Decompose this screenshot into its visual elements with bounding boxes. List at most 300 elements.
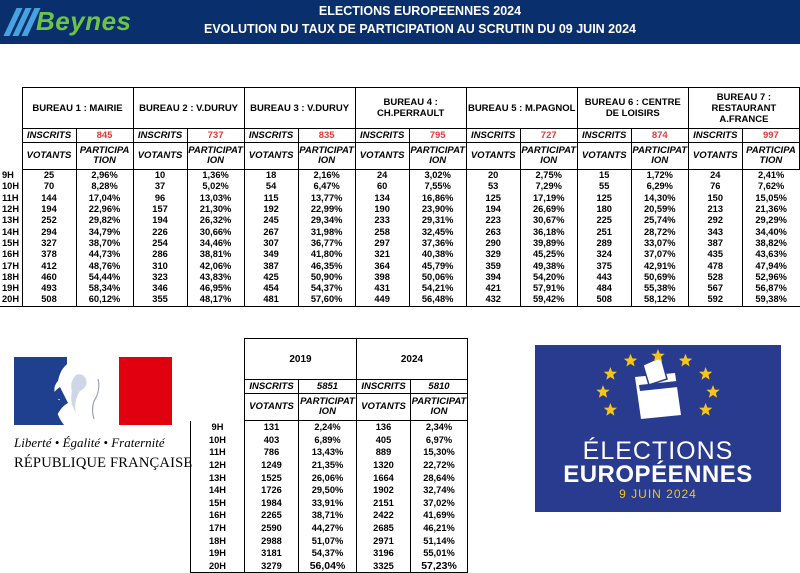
table-row <box>0 193 800 204</box>
votants-cell: 2151 <box>357 497 411 510</box>
votants-cell: 481 <box>244 294 298 306</box>
participation-cell: 2,34% <box>411 421 468 434</box>
participation-cell: 54,44% <box>76 272 133 283</box>
votants-cell: 194 <box>133 215 187 226</box>
votants-header: VOTANTS <box>357 394 411 421</box>
republique-francaise-logo <box>10 357 193 477</box>
participation-cell: 47,94% <box>742 260 799 271</box>
votants-cell: 18 <box>244 170 298 182</box>
votants-cell: 258 <box>355 226 409 237</box>
corner-cell <box>191 339 245 380</box>
inscrits-value: 5851 <box>299 380 357 394</box>
year-label: 2019 <box>245 339 357 380</box>
hour-label: 17H <box>2 260 20 271</box>
votants-cell: 403 <box>245 434 299 447</box>
participation-cell: 41,80% <box>298 249 355 260</box>
corner-cell <box>0 129 22 143</box>
votants-cell: 15 <box>577 170 631 182</box>
participation-cell: 38,70% <box>76 238 133 249</box>
participation-cell: 50,90% <box>298 272 355 283</box>
votants-cell: 460 <box>22 272 76 283</box>
republique-motto: Liberté • Égalité • Fraternité <box>14 435 165 450</box>
table-row <box>191 522 468 535</box>
hour-label: 16H <box>2 249 20 260</box>
participation-cell: 14,30% <box>631 193 688 204</box>
participation-cell: 57,23% <box>411 560 468 573</box>
marianne-flag-icon <box>14 357 172 425</box>
votants-cell: 144 <box>22 193 76 204</box>
hour-label: 10H <box>2 181 20 192</box>
votants-cell: 2685 <box>357 522 411 535</box>
participation-header: PARTICIPAT ION <box>299 394 357 421</box>
participation-cell: 42,91% <box>631 260 688 271</box>
votants-cell: 297 <box>355 238 409 249</box>
votants-header: VOTANTS <box>355 143 409 170</box>
bureau-name: BUREAU 6 : CENTRE DE LOISIRS <box>577 88 688 129</box>
table-row <box>0 181 800 192</box>
votants-cell: 327 <box>22 238 76 249</box>
bureau-name: BUREAU 7 : RESTAURANT A.FRANCE <box>688 88 799 129</box>
participation-header: PARTICIPA TION <box>76 143 133 170</box>
participation-header: PARTICIPAT ION <box>187 143 244 170</box>
beynes-logo-text: Beynes <box>36 5 132 36</box>
votants-header: VOTANTS <box>133 143 187 170</box>
participation-cell: 45,25% <box>520 249 577 260</box>
table-row <box>0 283 800 294</box>
participation-cell: 50,06% <box>409 272 466 283</box>
hour-label: 18H <box>191 534 245 547</box>
votants-cell: 286 <box>133 249 187 260</box>
participation-cell: 6,47% <box>298 181 355 192</box>
hour-label: 15H <box>191 497 245 510</box>
votants-cell: 349 <box>244 249 298 260</box>
hour-label: 17H <box>191 522 245 535</box>
participation-cell: 32,45% <box>409 226 466 237</box>
table-row <box>0 215 800 226</box>
votants-cell: 24 <box>688 170 742 182</box>
participation-cell: 60,12% <box>76 294 133 306</box>
votants-cell: 493 <box>22 283 76 294</box>
participation-cell: 34,79% <box>76 226 133 237</box>
participation-cell: 46,35% <box>298 260 355 271</box>
participation-cell: 37,36% <box>409 238 466 249</box>
participation-cell: 29,82% <box>76 215 133 226</box>
poster-line-europeennes: EUROPÉENNES <box>563 461 753 488</box>
votants-cell: 478 <box>688 260 742 271</box>
eu-star-icon <box>596 385 609 398</box>
inscrits-label: INSCRITS <box>22 129 76 143</box>
votants-cell: 267 <box>244 226 298 237</box>
participation-cell: 58,34% <box>76 283 133 294</box>
votants-cell: 223 <box>466 215 520 226</box>
participation-cell: 13,43% <box>299 446 357 459</box>
votants-cell: 310 <box>133 260 187 271</box>
table-row <box>191 497 468 510</box>
participation-cell: 1,72% <box>631 170 688 182</box>
participation-cell: 58,12% <box>631 294 688 306</box>
participation-cell: 8,28% <box>76 181 133 192</box>
participation-cell: 6,29% <box>631 181 688 192</box>
participation-cell: 59,38% <box>742 294 799 306</box>
votants-header: VOTANTS <box>22 143 76 170</box>
votants-cell: 443 <box>577 272 631 283</box>
page-title: ELECTIONS EUROPEENNES 2024 <box>318 4 522 18</box>
votants-cell: 20 <box>466 170 520 182</box>
eu-star-icon <box>679 354 692 367</box>
participation-cell: 34,46% <box>187 238 244 249</box>
votants-cell: 157 <box>133 204 187 215</box>
participation-cell: 50,69% <box>631 272 688 283</box>
votants-cell: 53 <box>466 181 520 192</box>
votants-header: VOTANTS <box>245 394 299 421</box>
participation-cell: 54,37% <box>299 547 357 560</box>
votants-cell: 449 <box>355 294 409 306</box>
bureau-name: BUREAU 2 : V.DURUY <box>133 88 244 129</box>
participation-cell: 17,04% <box>76 193 133 204</box>
participation-header: PARTICIPAT ION <box>631 143 688 170</box>
participation-cell: 33,07% <box>631 238 688 249</box>
participation-cell: 43,83% <box>187 272 244 283</box>
votants-cell: 10 <box>133 170 187 182</box>
votants-cell: 435 <box>688 249 742 260</box>
participation-cell: 54,21% <box>409 283 466 294</box>
participation-cell: 38,82% <box>742 238 799 249</box>
votants-header: VOTANTS <box>577 143 631 170</box>
votants-header: VOTANTS <box>466 143 520 170</box>
hour-label: 13H <box>2 215 20 226</box>
votants-cell: 190 <box>355 204 409 215</box>
participation-cell: 3,02% <box>409 170 466 182</box>
participation-cell: 15,05% <box>742 193 799 204</box>
hour-label: 13H <box>191 471 245 484</box>
votants-cell: 252 <box>22 215 76 226</box>
participation-cell: 56,87% <box>742 283 799 294</box>
inscrits-label: INSCRITS <box>466 129 520 143</box>
votants-cell: 180 <box>577 204 631 215</box>
votants-cell: 321 <box>355 249 409 260</box>
participation-cell: 49,38% <box>520 260 577 271</box>
votants-cell: 290 <box>466 238 520 249</box>
votants-cell: 1726 <box>245 484 299 497</box>
participation-cell: 39,89% <box>520 238 577 249</box>
inscrits-label: INSCRITS <box>245 380 299 394</box>
page-header <box>0 0 800 44</box>
votants-cell: 3279 <box>245 560 299 573</box>
year-header-row <box>191 339 468 380</box>
participation-cell: 29,50% <box>299 484 357 497</box>
participation-cell: 29,31% <box>409 215 466 226</box>
table-row <box>191 509 468 522</box>
votants-cell: 1525 <box>245 471 299 484</box>
votants-cell: 2265 <box>245 509 299 522</box>
participation-cell: 38,71% <box>299 509 357 522</box>
participation-cell: 57,60% <box>298 294 355 306</box>
votants-cell: 54 <box>244 181 298 192</box>
participation-cell: 57,91% <box>520 283 577 294</box>
participation-cell: 48,17% <box>187 294 244 306</box>
participation-cell: 52,96% <box>742 272 799 283</box>
table-row <box>0 249 800 260</box>
votants-cell: 329 <box>466 249 520 260</box>
votants-cell: 192 <box>244 204 298 215</box>
votants-cell: 55 <box>577 181 631 192</box>
hour-label: 14H <box>2 226 20 237</box>
participation-cell: 54,20% <box>520 272 577 283</box>
participation-cell: 16,86% <box>409 193 466 204</box>
votants-cell: 150 <box>688 193 742 204</box>
votants-header: VOTANTS <box>244 143 298 170</box>
participation-cell: 51,07% <box>299 534 357 547</box>
participation-header: PARTICIPAT ION <box>298 143 355 170</box>
participation-cell: 21,35% <box>299 459 357 472</box>
participation-cell: 13,77% <box>298 193 355 204</box>
votants-cell: 2422 <box>357 509 411 522</box>
votants-cell: 3181 <box>245 547 299 560</box>
hour-label: 19H <box>191 547 245 560</box>
participation-cell: 21,30% <box>187 204 244 215</box>
participation-cell: 30,67% <box>520 215 577 226</box>
hour-label: 11H <box>191 446 245 459</box>
votants-cell: 225 <box>577 215 631 226</box>
beynes-logo <box>4 4 132 38</box>
votants-header: VOTANTS <box>688 143 742 170</box>
table-row <box>191 547 468 560</box>
votants-cell: 387 <box>688 238 742 249</box>
votants-cell: 364 <box>355 260 409 271</box>
votants-cell: 70 <box>22 181 76 192</box>
hour-label: 16H <box>191 509 245 522</box>
participation-cell: 29,34% <box>298 215 355 226</box>
comparison-table <box>190 338 468 573</box>
votants-cell: 889 <box>357 446 411 459</box>
elections-poster <box>535 345 781 512</box>
corner-cell <box>0 143 22 170</box>
votants-cell: 508 <box>22 294 76 306</box>
table-row <box>0 226 800 237</box>
votants-cell: 405 <box>357 434 411 447</box>
eu-star-icon <box>699 403 712 416</box>
inscrits-value: 795 <box>409 129 466 143</box>
votants-cell: 96 <box>133 193 187 204</box>
inscrits-label: INSCRITS <box>577 129 631 143</box>
inscrits-value: 5810 <box>411 380 468 394</box>
bureau-name: BUREAU 4 : CH.PERRAULT <box>355 88 466 129</box>
table-row <box>0 260 800 271</box>
votants-cell: 194 <box>22 204 76 215</box>
hour-label: 20H <box>191 560 245 573</box>
hour-label: 19H <box>2 283 20 294</box>
participation-header: PARTICIPAT ION <box>520 143 577 170</box>
votants-cell: 484 <box>577 283 631 294</box>
hour-label: 11H <box>2 192 19 203</box>
votants-cell: 432 <box>466 294 520 306</box>
votants-cell: 3325 <box>357 560 411 573</box>
votants-cell: 398 <box>355 272 409 283</box>
participation-header: PARTICIPAT ION <box>409 143 466 170</box>
votants-cell: 254 <box>133 238 187 249</box>
votants-cell: 387 <box>244 260 298 271</box>
corner-cell <box>191 394 245 421</box>
column-header-row <box>191 394 468 421</box>
votants-cell: 786 <box>245 446 299 459</box>
participation-cell: 15,30% <box>411 446 468 459</box>
hour-label: 9H <box>2 169 14 180</box>
participation-cell: 17,19% <box>520 193 577 204</box>
participation-cell: 55,01% <box>411 547 468 560</box>
votants-cell: 1664 <box>357 471 411 484</box>
votants-cell: 421 <box>466 283 520 294</box>
participation-cell: 22,99% <box>298 204 355 215</box>
table-row <box>0 170 800 182</box>
participation-header: PARTICIPA TION <box>742 143 799 170</box>
hour-label: 10H <box>191 434 245 447</box>
votants-cell: 194 <box>466 204 520 215</box>
participation-cell: 56,04% <box>299 560 357 573</box>
votants-cell: 508 <box>577 294 631 306</box>
participation-cell: 38,81% <box>187 249 244 260</box>
votants-cell: 251 <box>577 226 631 237</box>
hour-label: 9H <box>191 421 245 434</box>
votants-cell: 245 <box>244 215 298 226</box>
participation-cell: 26,69% <box>520 204 577 215</box>
hour-label: 20H <box>0 294 22 306</box>
votants-cell: 60 <box>355 181 409 192</box>
page-subtitle: EVOLUTION DU TAUX DE PARTICIPATION AU SCRUTIN DU 09 JUIN 2024 <box>204 22 636 36</box>
hour-label: 18H <box>2 271 20 282</box>
votants-cell: 1249 <box>245 459 299 472</box>
inscrits-value: 997 <box>742 129 799 143</box>
table-row <box>191 484 468 497</box>
participation-cell: 2,24% <box>299 421 357 434</box>
votants-cell: 2971 <box>357 534 411 547</box>
participation-cell: 37,02% <box>411 497 468 510</box>
participation-cell: 40,38% <box>409 249 466 260</box>
votants-cell: 24 <box>355 170 409 182</box>
votants-cell: 567 <box>688 283 742 294</box>
participation-cell: 28,72% <box>631 226 688 237</box>
table-row <box>0 272 800 283</box>
bureaux-table <box>0 87 800 307</box>
participation-cell: 59,42% <box>520 294 577 306</box>
votants-cell: 359 <box>466 260 520 271</box>
inscrits-label: INSCRITS <box>355 129 409 143</box>
inscrits-label: INSCRITS <box>357 380 411 394</box>
votants-cell: 394 <box>466 272 520 283</box>
inscrits-value: 835 <box>298 129 355 143</box>
table-row <box>191 446 468 459</box>
participation-cell: 36,18% <box>520 226 577 237</box>
participation-header: PARTICIPAT ION <box>411 394 468 421</box>
participation-cell: 20,59% <box>631 204 688 215</box>
participation-cell: 43,63% <box>742 249 799 260</box>
table-row <box>191 471 468 484</box>
participation-cell: 1,36% <box>187 170 244 182</box>
bureau-name: BUREAU 5 : M.PAGNOL <box>466 88 577 129</box>
table-row <box>0 294 800 306</box>
participation-cell: 2,16% <box>298 170 355 182</box>
votants-cell: 592 <box>688 294 742 306</box>
participation-cell: 7,62% <box>742 181 799 192</box>
votants-cell: 226 <box>133 226 187 237</box>
inscrits-value: 874 <box>631 129 688 143</box>
participation-cell: 25,74% <box>631 215 688 226</box>
votants-cell: 2988 <box>245 534 299 547</box>
votants-cell: 136 <box>357 421 411 434</box>
votants-cell: 1320 <box>357 459 411 472</box>
votants-cell: 233 <box>355 215 409 226</box>
inscrits-value: 727 <box>520 129 577 143</box>
inscrits-value: 737 <box>187 129 244 143</box>
participation-cell: 44,27% <box>299 522 357 535</box>
votants-cell: 263 <box>466 226 520 237</box>
votants-cell: 289 <box>577 238 631 249</box>
eu-star-icon <box>624 354 637 367</box>
hour-label: 15H <box>2 237 20 248</box>
participation-cell: 54,37% <box>298 283 355 294</box>
participation-cell: 2,96% <box>76 170 133 182</box>
votants-cell: 294 <box>22 226 76 237</box>
participation-cell: 2,75% <box>520 170 577 182</box>
votants-cell: 125 <box>577 193 631 204</box>
votants-cell: 292 <box>688 215 742 226</box>
participation-cell: 33,91% <box>299 497 357 510</box>
participation-cell: 5,02% <box>187 181 244 192</box>
participation-cell: 6,97% <box>411 434 468 447</box>
participation-cell: 46,21% <box>411 522 468 535</box>
votants-cell: 131 <box>245 421 299 434</box>
votants-cell: 343 <box>688 226 742 237</box>
votants-cell: 37 <box>133 181 187 192</box>
poster-date: 9 JUIN 2024 <box>619 487 697 501</box>
inscrits-value: 845 <box>76 129 133 143</box>
republique-name: RÉPUBLIQUE FRANÇAISE <box>14 455 193 471</box>
table-row <box>191 534 468 547</box>
table-row <box>0 204 800 215</box>
votants-cell: 1902 <box>357 484 411 497</box>
participation-cell: 46,95% <box>187 283 244 294</box>
votants-cell: 1984 <box>245 497 299 510</box>
participation-cell: 30,66% <box>187 226 244 237</box>
hour-label: 14H <box>191 484 245 497</box>
table-row <box>0 238 800 249</box>
participation-cell: 26,32% <box>187 215 244 226</box>
votants-cell: 346 <box>133 283 187 294</box>
votants-cell: 412 <box>22 260 76 271</box>
year-label: 2024 <box>357 339 468 380</box>
participation-cell: 51,14% <box>411 534 468 547</box>
votants-cell: 115 <box>244 193 298 204</box>
participation-cell: 42,06% <box>187 260 244 271</box>
poster-line-elections: ÉLECTIONS <box>582 437 734 465</box>
corner-cell <box>191 380 245 394</box>
bureau-name: BUREAU 1 : MAIRIE <box>22 88 133 129</box>
votants-cell: 3196 <box>357 547 411 560</box>
votants-cell: 431 <box>355 283 409 294</box>
participation-cell: 7,29% <box>520 181 577 192</box>
participation-cell: 34,40% <box>742 226 799 237</box>
participation-cell: 23,90% <box>409 204 466 215</box>
participation-cell: 22,72% <box>411 459 468 472</box>
votants-cell: 528 <box>688 272 742 283</box>
eu-star-icon <box>604 403 617 416</box>
inscrits-label: INSCRITS <box>688 129 742 143</box>
bureau-name: BUREAU 3 : V.DURUY <box>244 88 355 129</box>
participation-cell: 45,79% <box>409 260 466 271</box>
votants-cell: 76 <box>688 181 742 192</box>
participation-cell: 7,55% <box>409 181 466 192</box>
eu-star-icon <box>604 367 617 380</box>
participation-cell: 21,36% <box>742 204 799 215</box>
